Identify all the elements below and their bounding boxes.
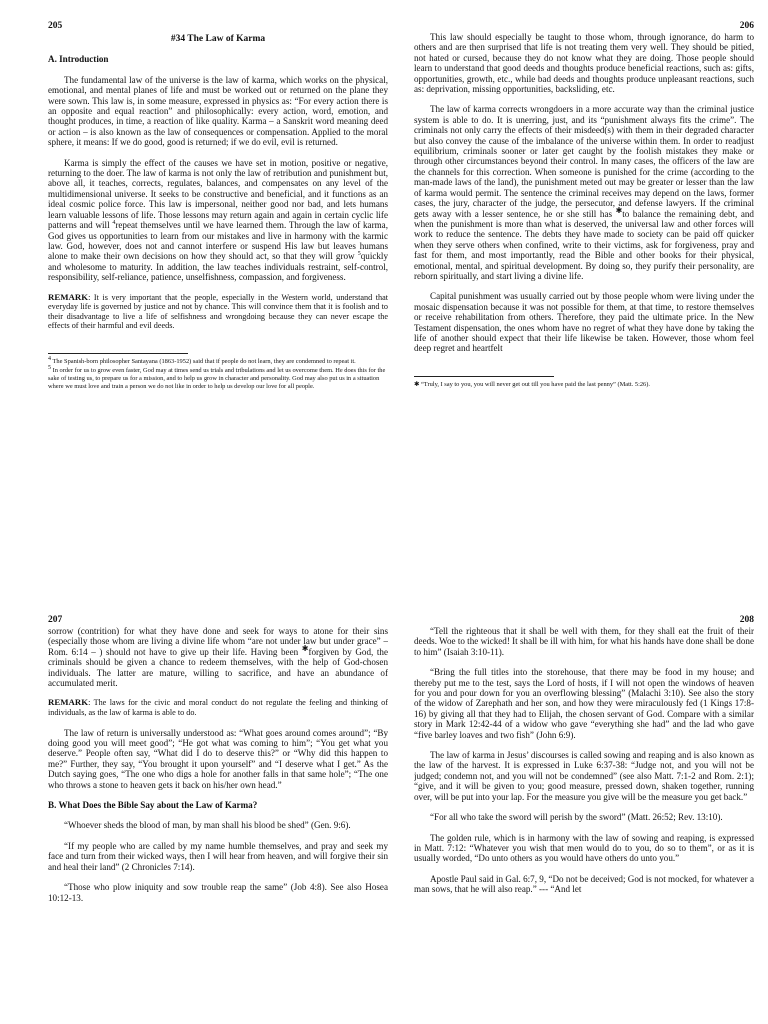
footnote-divider: [48, 353, 188, 354]
footnote: $^5$ In order for us to grow even faster, God may at times send us trials and tribulations and let us overcome them. He does this for the sake of testing us, to prepare us for a mission, and to help us grow in character and personality. God may also put us in a situation where we must love and train a person we do not like in order to help us develop our love for all people.: [48, 364, 386, 390]
page-208: [414, 614, 754, 1024]
bible-quote: “Those who plow iniquity and sow trouble reap the same” (Job 4:8). See also Hosea 10:12-13.: [48, 882, 388, 903]
paragraph: Apostle Paul said in Gal. 6:7, 9, “Do not be deceived; God is not mocked, for whatever a man sows, that he will also reap.” --- “And let: [414, 873, 754, 895]
remark: REMARK: It is very important that the people, especially in the Western world, understand that everyday life is governed by justice and not by chance. This will convince them that it is foolish and to their disadvantage to live a life of selfishness and wrongdoing because they can never escape the effects of their harmful and evil deeds.: [48, 291, 388, 331]
paragraph: The law of karma corrects wrongdoers in a more accurate way than the criminal justice system is able to do. It is unerring, just, and its “punishment always fits the crime”. The criminals not only carry the effects of their misdeed(s) with them in their degraded character but also convey the cause of the imbalance of the universe within them. In order to readjust equilibrium, criminals sooner or later get caught by the foolish mistakes they make or through other circumstances beyond their control. In many cases, the officers of the law are the channels for this correction. When someone is punished for the crime (according to the man-made laws of the land), the punishment meted out may be greater or lesser than the law of karma would permit. The sentence the criminal receives may depend on the laws, former cases, the jury, character of the judge, the persecutor, and defense lawyers. If the criminal gets away with a lesser sentence, he or she still has ✱to balance the remaining debt, and when the punishment is more than what is deserved, the universal law and other forces will work to reduce the sentence. The debts they have made to society can be paid off quicker when they serve others when confined, write to their victims, ask for forgiveness, pray and fast for them, and most importantly, read the Bible and other books for their physical, emotional, mental, and spiritual development. By doing so, they purify their personality, are reborn spiritually, and start living a divine life.: [414, 104, 754, 281]
chapter-title: #34 The Law of Karma: [170, 34, 266, 44]
page-number: 205: [48, 21, 63, 31]
section-heading-b: B. What Does the Bible Say about the Law of Karma?: [48, 800, 258, 811]
bible-quote: “Whoever sheds the blood of man, by man shall his blood be shed” (Gen. 9:6).: [64, 820, 351, 831]
page-number: 206: [739, 21, 754, 31]
footnote-marker: 5: [357, 251, 361, 258]
paragraph: The law of return is universally understood as: “What goes around comes around”; “By doing good you will meet good”; “He got what was coming to him”; “You get what you deserve.” People often say, “What did I do to deserve this?” or “Why did this happen to me?” Further, they say, “You brought it upon yourself” and “I deserve what I get.” As the Dutch saying goes, “The one who digs a hole for another falls in that same hole”; “The one who throws a stone to heaven gets it back on his/her own head.”: [48, 727, 388, 790]
paragraph: Karma is simply the effect of the causes we have set in motion, positive or negative, returning to the doer. The law of karma is not only the law of retribution and punishment but, above all, it teaches, corrects, regulates, balances, and compensates on any level of the multidimensional universe. It seeks to be constructive and beneficial, and it functions as an ideal cosmic police force. This law is impersonal, neither good nor bad, and lets humans learn valuable lessons of life. Those lessons may return again and again in certain cyclic life patterns and will $^4$repeat themselves until we have learned them. Through the law of karma, God gives us opportunities to learn from our mistakes and live in harmony with the karmic law. God, however, does not and cannot interfere or suspend His law but leaves humans alone to make their own decisions on how they should act, so that they will grow $^5$quickly and wholesome to maturity. In addition, the law teaches individuals restraint, self-control, responsibility, self-reliance, patience, unselfishness, compassion, and forgiveness.: [48, 157, 388, 283]
page-number: 208: [739, 615, 754, 625]
paragraph: The golden rule, which is in harmony with the law of sowing and reaping, is expressed in Matt. 7:12: “Whatever you wish that men would do to you, do so to them”, or as it is usually worded, “Do unto others as you would have others do unto you.”: [414, 832, 754, 864]
paragraph: The fundamental law of the universe is the law of karma, which works on the physical, emotional, and mental planes of life and must be worked out or returned on the plane they were sown. This law is, in some measure, expressed in physics as: “For every action there is an opposite and equal reaction” and philosophically: every action, word, emotion, and thought produces, in time, a reaction of like quality. Karma – a Sanskrit word meaning deed or action – is also known as the law of consequences or compensation. Applied to the moral sphere, it means: If we do good, good is returned; if we do evil, evil is returned.: [48, 74, 388, 148]
footnote: $^4$ The Spanish-born philosopher Santayana (1863-1952) said that if people do not learn, they are condemned to repeat it.: [48, 355, 356, 365]
paragraph: This law should especially be taught to those whom, through ignorance, do harm to others and are then surprised that life is not treating them very well. They should be pitied, not hated or cursed, because they do not know what they are doing. Those people should learn to understand that good deeds and thoughts produce beneficial reactions, such as: gifts, opportunities, growth, etc., while bad deeds and thoughts produce unpleasant reactions, such as: deprivation, missing opportunities, backsliding, etc.: [414, 32, 754, 95]
footnote-star-marker: ✱: [301, 643, 309, 653]
bible-quote: “Tell the righteous that it shall be well with them, for they shall eat the fruit of their deeds. Woe to the wicked! It shall be ill with him, for what his hands have done shall be done to him” (Isaiah 3:10-11).: [414, 626, 754, 657]
section-heading-a: A. Introduction: [48, 54, 109, 65]
paragraph: The law of karma in Jesus’ discourses is called sowing and reaping and is also known as the law of the harvest. It is expressed in Luke 6:37-38: “Judge not, and you will not be judged; condemn not, and you will not be condemned” (see also Matt. 7:1-2 and Rom. 2:1); “give, and it will be given to you; good measure, pressed down, shaken together, running over, will be put into your lap. For the measure you give will be the measure you get back.”: [414, 750, 754, 802]
page-206: [414, 20, 754, 580]
footnote: ✱ “Truly, I say to you, you will never get out till you have paid the last penny” (Matt. 5:26).: [414, 380, 650, 388]
footnote-divider: [414, 376, 554, 377]
page-205: [48, 20, 388, 580]
paragraph: Capital punishment was usually carried out by those people whom were living under the mosaic dispensation because it was not possible for them, at that time, to restore themselves or receive rehabilitation from others. Therefore, they paid the ultimate price. In the New Testament dispensation, the ones whom have no regret of what they have done by taking the life of another should expect that their life likewise be taken. However, those whom feel deep regret and heartfelt: [414, 291, 754, 354]
footnote-marker: 4: [112, 220, 116, 227]
page-number: 207: [48, 615, 63, 625]
paragraph: sorrow (contrition) for what they have done and seek for ways to atone for their sins (especially those whom are living a divine life whom “are not under law but under grace” – Rom. 6:14 – ) should not have to give up their life. Having been ✱forgiven by God, the criminals should be given a chance to redeem themselves, with the help of God-chosen individuals. The latter are mature, willing to sacrifice, and have an abundance of accumulated merit.: [48, 626, 388, 689]
paragraph: “Bring the full titles into the storehouse, that there may be food in my house; and thereby put me to the test, says the Lord of hosts, if I will not open the windows of heaven for you and pour down for you an overflowing blessing” (Malachi 3:10). See also the story of the widow of Zarephath and her son, and how they were miraculously fed (1 Kings 17:8-16) by giving all that they had to Elijah, the chosen servant of God. Compare with a similar story in Mark 12:42-44 of a widow who gave “everything she had” and the lad who gave “five barley loaves and two fish” (John 6:9).: [414, 667, 754, 740]
remark: REMARK: The laws for the civic and moral conduct do not regulate the feeling and thinking of individuals, as the law of karma is able to do.: [48, 697, 388, 718]
bible-quote: “If my people who are called by my name humble themselves, and pray and seek my face and turn from their wicked ways, then I will hear from heaven, and will forgive their sin and heal their land” (2 Chronicles 7:14).: [48, 840, 388, 872]
bible-quote: “For all who take the sword will perish by the sword” (Matt. 26:52; Rev. 13:10).: [430, 812, 723, 823]
page-207: [48, 614, 388, 1024]
footnote-star-marker: ✱: [615, 205, 623, 215]
